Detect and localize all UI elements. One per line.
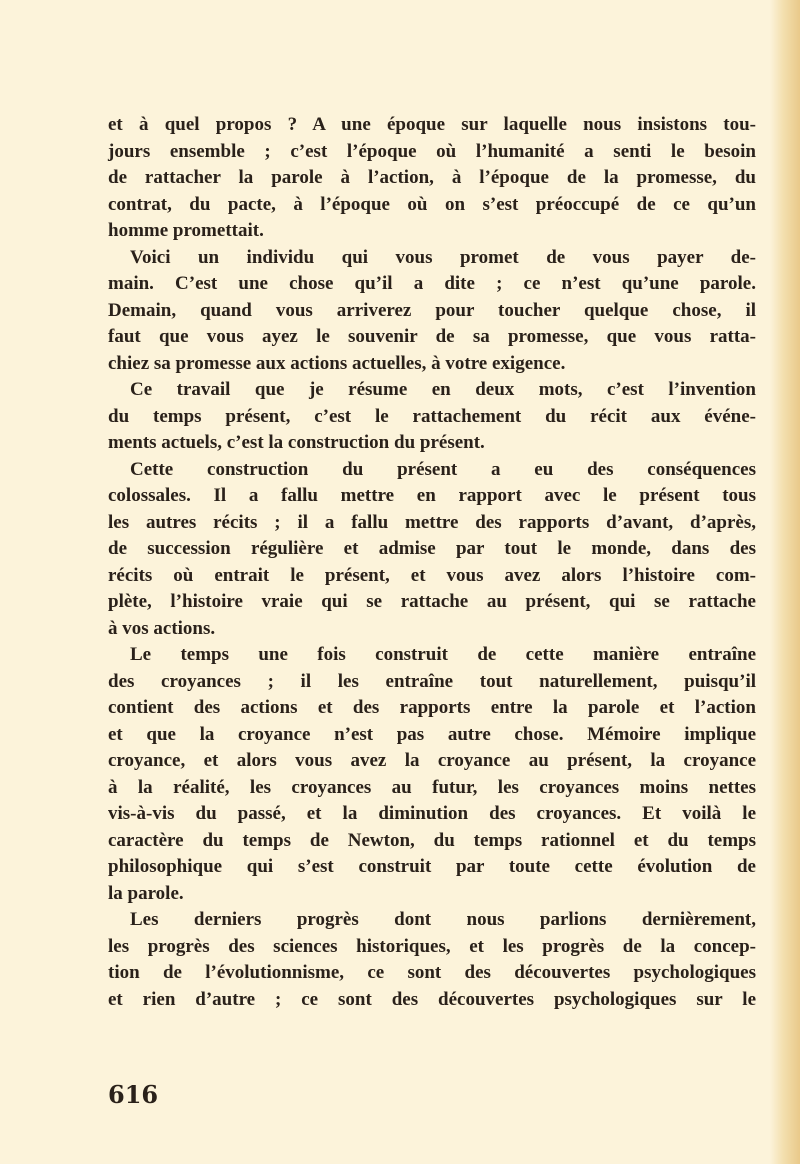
text-line: jours ensemble ; c’est l’époque où l’humanité a senti le besoin (108, 140, 756, 162)
text-line: plète, l’histoire vraie qui se rattache au présent, qui se rattache (108, 591, 756, 612)
text-line: ments actuels, c’est la construction du présent. (108, 432, 485, 453)
text-line: et rien d’autre ; ce sont des découvertes psychologiques sur le (108, 988, 756, 1010)
text-line: à la réalité, les croyances au futur, les croyances moins nettes (108, 776, 756, 798)
text-line: et à quel propos ? A une époque sur laquelle nous insistons tou- (108, 114, 756, 135)
text-line: Cette construction du présent a eu des conséquences (130, 458, 756, 480)
text-line: tion de l’évolutionnisme, ce sont des découvertes psychologiques (108, 962, 756, 983)
text-line: homme promettait. (108, 220, 264, 241)
text-line: de succession régulière et admise par tout le monde, dans des (108, 538, 756, 559)
text-line: de rattacher la parole à l’action, à l’époque de la promesse, du (108, 167, 756, 188)
text-line: main. C’est une chose qu’il a dite ; ce n’est qu’une parole. (108, 273, 756, 294)
text-line: contrat, du pacte, à l’époque où on s’est préoccupé de ce qu’un (108, 193, 756, 215)
text-line: caractère du temps de Newton, du temps rationnel et du temps (108, 829, 756, 851)
text-line: la parole. (108, 882, 184, 904)
text-line: chiez sa promesse aux actions actuelles, à votre exigence. (108, 352, 566, 374)
text-line: vis-à-vis du passé, et la diminution des croyances. Et voilà le (108, 803, 756, 824)
text-line: du temps présent, c’est le rattachement du récit aux événe- (108, 405, 756, 427)
text-line: les autres récits ; il a fallu mettre des rapports d’avant, d’après, (108, 511, 756, 533)
text-line: récits où entrait le présent, et vous avez alors l’histoire com- (108, 564, 756, 586)
text-line: contient des actions et des rapports entre la parole et l’action (108, 697, 756, 718)
text-line: Le temps une fois construit de cette manière entraîne (130, 644, 756, 665)
text-line: croyance, et alors vous avez la croyance au présent, la croyance (108, 750, 756, 771)
text-line: des croyances ; il les entraîne tout naturellement, puisqu’il (108, 670, 756, 692)
page-number: 616 (108, 1080, 159, 1109)
text-line: faut que vous ayez le souvenir de sa promesse, que vous ratta- (108, 326, 756, 347)
text-line: et que la croyance n’est pas autre chose. Mémoire implique (108, 723, 756, 745)
text-line: philosophique qui s’est construit par toute cette évolution de (108, 856, 756, 877)
text-line: Voici un individu qui vous promet de vous payer de- (130, 246, 756, 268)
text-line: Demain, quand vous arriverez pour toucher quelque chose, il (108, 299, 756, 321)
text-line: les progrès des sciences historiques, et les progrès de la concep- (108, 935, 756, 957)
text-line: colossales. Il a fallu mettre en rapport avec le présent tous (108, 485, 756, 506)
text-line: à vos actions. (108, 617, 216, 639)
text-line: Les derniers progrès dont nous parlions dernièrement, (130, 909, 756, 930)
page-edge-shadow (770, 0, 800, 1164)
body-text (108, 112, 756, 1013)
text-line: Ce travail que je résume en deux mots, c’est l’invention (130, 379, 756, 400)
